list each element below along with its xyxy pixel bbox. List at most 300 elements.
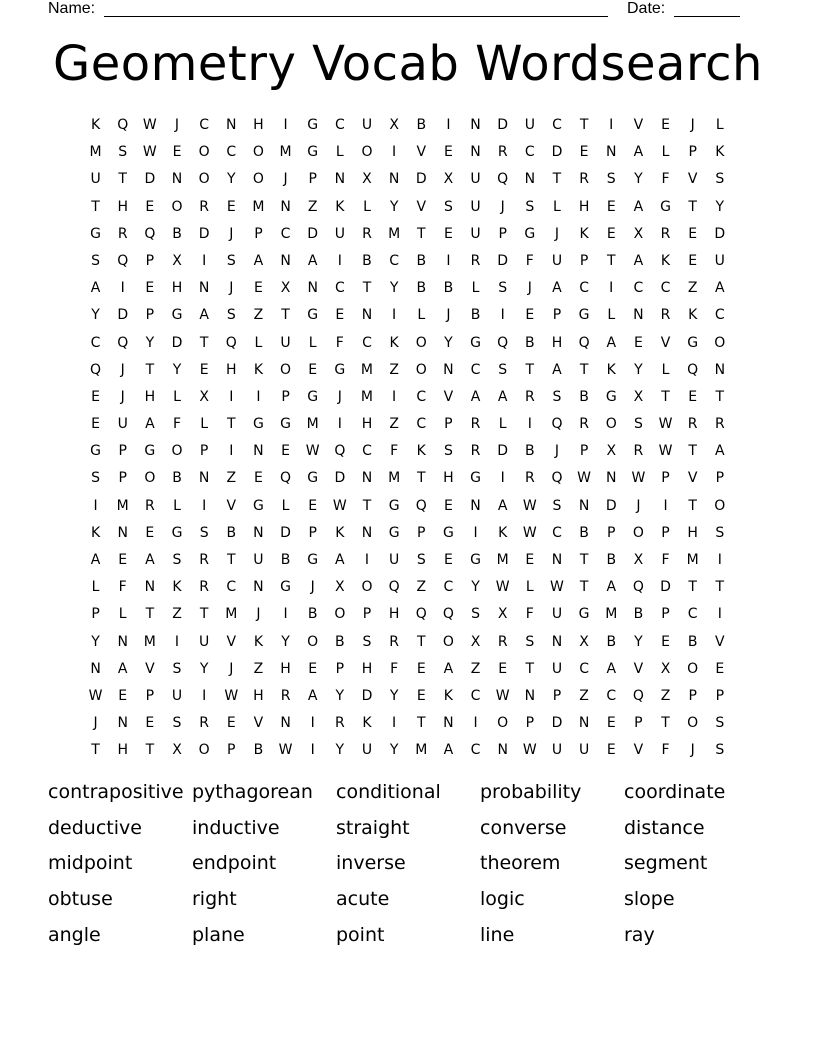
grid-letter[interactable]: A <box>199 307 209 324</box>
grid-letter[interactable]: E <box>443 144 453 161</box>
grid-letter[interactable]: A <box>633 144 644 161</box>
grid-letter[interactable]: S <box>226 252 236 269</box>
grid-letter[interactable]: N <box>280 715 291 732</box>
grid-letter[interactable]: K <box>253 361 263 378</box>
grid-letter[interactable]: V <box>633 742 644 759</box>
grid-letter[interactable]: X <box>579 633 589 650</box>
grid-letter[interactable]: I <box>473 715 478 732</box>
grid-letter[interactable]: G <box>524 225 536 242</box>
grid-letter[interactable]: C <box>552 524 562 541</box>
grid-letter[interactable]: F <box>525 252 534 269</box>
grid-letter[interactable]: I <box>337 416 342 433</box>
grid-letter[interactable]: A <box>253 252 264 269</box>
grid-letter[interactable]: L <box>173 497 181 514</box>
grid-letter[interactable]: P <box>254 225 263 242</box>
grid-letter[interactable]: Q <box>280 470 292 487</box>
grid-letter[interactable]: L <box>254 334 263 351</box>
grid-letter[interactable]: A <box>633 252 644 269</box>
grid-letter[interactable]: Z <box>172 606 182 623</box>
grid-letter[interactable]: J <box>229 660 234 677</box>
grid-letter[interactable]: N <box>253 524 264 541</box>
grid-letter[interactable]: Q <box>388 579 400 596</box>
grid-letter[interactable]: O <box>687 715 699 732</box>
grid-letter[interactable]: W <box>495 579 510 596</box>
grid-letter[interactable]: Q <box>117 117 129 133</box>
grid-letter[interactable]: U <box>551 606 563 623</box>
grid-letter[interactable]: K <box>579 225 589 242</box>
grid-letter[interactable]: E <box>525 307 535 324</box>
grid-letter[interactable]: F <box>525 606 534 623</box>
grid-letter[interactable]: E <box>416 687 426 704</box>
grid-letter[interactable]: D <box>497 252 509 269</box>
grid-letter[interactable]: B <box>525 443 535 460</box>
grid-letter[interactable]: I <box>527 416 532 433</box>
grid-letter[interactable]: X <box>470 633 481 650</box>
grid-letter[interactable]: C <box>579 660 589 677</box>
grid-letter[interactable]: W <box>278 742 293 759</box>
grid-letter[interactable]: E <box>145 524 155 541</box>
grid-letter[interactable]: C <box>470 742 481 759</box>
grid-letter[interactable]: C <box>280 225 291 242</box>
grid-letter[interactable]: A <box>552 361 562 378</box>
grid-letter[interactable]: D <box>714 225 726 242</box>
grid-letter[interactable]: Y <box>389 198 399 215</box>
grid-letter[interactable]: O <box>361 579 373 596</box>
grid-letter[interactable]: X <box>362 171 372 188</box>
grid-letter[interactable]: K <box>389 334 399 351</box>
grid-letter[interactable]: A <box>470 388 481 405</box>
grid-letter[interactable]: B <box>443 280 454 297</box>
grid-letter[interactable]: Q <box>578 334 590 351</box>
grid-letter[interactable]: F <box>118 579 127 596</box>
grid-letter[interactable]: P <box>335 660 345 677</box>
grid-letter[interactable]: X <box>199 388 209 405</box>
grid-letter[interactable]: C <box>660 280 671 297</box>
grid-letter[interactable]: Z <box>416 579 427 596</box>
grid-letter[interactable]: T <box>688 443 697 460</box>
grid-letter[interactable]: Q <box>632 687 644 704</box>
grid-letter[interactable]: N <box>443 715 454 732</box>
grid-letter[interactable]: O <box>497 715 509 732</box>
grid-letter[interactable]: G <box>171 524 183 541</box>
grid-letter[interactable]: T <box>281 307 290 324</box>
grid-letter[interactable]: M <box>686 552 699 568</box>
grid-letter[interactable]: I <box>283 117 288 133</box>
grid-letter[interactable]: C <box>90 334 101 351</box>
grid-letter[interactable]: M <box>388 470 401 487</box>
grid-letter[interactable]: G <box>252 416 264 433</box>
grid-letter[interactable]: N <box>578 497 590 514</box>
grid-letter[interactable]: W <box>224 687 239 704</box>
grid-letter[interactable]: S <box>362 633 372 650</box>
grid-letter[interactable]: W <box>495 687 510 704</box>
grid-letter[interactable]: J <box>690 117 695 133</box>
grid-letter[interactable]: I <box>392 388 397 405</box>
grid-letter[interactable]: U <box>171 687 183 704</box>
grid-letter[interactable]: L <box>281 497 290 514</box>
grid-letter[interactable]: O <box>632 524 644 541</box>
grid-letter[interactable]: O <box>198 742 210 759</box>
grid-letter[interactable]: C <box>714 307 725 324</box>
grid-letter[interactable]: A <box>90 552 101 568</box>
grid-letter[interactable]: X <box>606 443 617 460</box>
grid-letter[interactable]: U <box>253 552 264 568</box>
grid-letter[interactable]: A <box>715 280 725 297</box>
grid-letter[interactable]: B <box>579 388 589 405</box>
grid-letter[interactable]: J <box>690 742 695 759</box>
grid-letter[interactable]: J <box>174 117 180 133</box>
grid-letter[interactable]: E <box>308 497 318 514</box>
grid-letter[interactable]: T <box>416 225 426 242</box>
grid-letter[interactable]: Q <box>225 334 237 351</box>
grid-letter[interactable]: E <box>118 687 128 704</box>
grid-letter[interactable]: O <box>280 361 292 378</box>
grid-letter[interactable]: P <box>661 470 670 487</box>
grid-letter[interactable]: U <box>388 552 400 568</box>
grid-letter[interactable]: J <box>527 280 532 297</box>
grid-letter[interactable]: P <box>525 715 535 732</box>
grid-letter[interactable]: O <box>361 144 373 161</box>
grid-letter[interactable]: N <box>253 443 264 460</box>
grid-letter[interactable]: A <box>117 660 128 677</box>
grid-letter[interactable]: N <box>470 117 481 133</box>
grid-letter[interactable]: S <box>552 388 562 405</box>
grid-letter[interactable]: Q <box>117 334 129 351</box>
grid-letter[interactable]: W <box>631 470 646 487</box>
grid-letter[interactable]: A <box>90 280 101 297</box>
grid-letter[interactable]: O <box>687 660 699 677</box>
grid-letter[interactable]: I <box>609 117 614 133</box>
grid-letter[interactable]: T <box>416 633 426 650</box>
grid-letter[interactable]: G <box>442 524 454 541</box>
grid-letter[interactable]: G <box>578 606 590 623</box>
grid-letter[interactable]: E <box>688 225 698 242</box>
grid-letter[interactable]: K <box>416 443 426 460</box>
grid-letter[interactable]: R <box>144 497 155 514</box>
grid-letter[interactable]: N <box>361 524 373 541</box>
grid-letter[interactable]: V <box>633 117 644 133</box>
grid-letter[interactable]: K <box>172 579 182 596</box>
grid-letter[interactable]: W <box>658 443 673 460</box>
grid-letter[interactable]: B <box>172 225 182 242</box>
grid-letter[interactable]: H <box>171 280 183 297</box>
grid-letter[interactable]: M <box>388 225 401 242</box>
grid-letter[interactable]: P <box>145 307 155 324</box>
date-blank-line[interactable] <box>674 16 740 17</box>
grid-letter[interactable]: T <box>688 497 697 514</box>
grid-letter[interactable]: P <box>308 171 317 188</box>
grid-letter[interactable]: L <box>525 579 534 596</box>
grid-letter[interactable]: G <box>307 307 319 324</box>
grid-letter[interactable]: O <box>252 171 264 188</box>
grid-letter[interactable]: P <box>308 524 317 541</box>
grid-letter[interactable]: U <box>551 660 563 677</box>
grid-letter[interactable]: S <box>172 660 182 677</box>
grid-letter[interactable]: M <box>143 633 156 650</box>
grid-letter[interactable]: H <box>117 742 128 759</box>
grid-letter[interactable]: Z <box>389 361 399 378</box>
grid-letter[interactable]: L <box>661 144 670 161</box>
grid-letter[interactable]: G <box>388 497 400 514</box>
grid-letter[interactable]: T <box>525 660 535 677</box>
grid-letter[interactable]: N <box>606 470 617 487</box>
grid-letter[interactable]: K <box>362 715 372 732</box>
grid-letter[interactable]: E <box>253 280 263 297</box>
grid-letter[interactable]: N <box>280 252 291 269</box>
grid-letter[interactable]: Y <box>389 742 399 759</box>
grid-letter[interactable]: S <box>606 171 616 188</box>
grid-letter[interactable]: P <box>688 144 697 161</box>
grid-letter[interactable]: G <box>470 552 481 568</box>
grid-letter[interactable]: C <box>226 579 237 596</box>
grid-letter[interactable]: J <box>256 606 261 623</box>
grid-letter[interactable]: T <box>525 361 535 378</box>
grid-letter[interactable]: I <box>202 687 207 704</box>
grid-letter[interactable]: N <box>388 171 400 188</box>
grid-letter[interactable]: O <box>252 144 264 161</box>
grid-letter[interactable]: O <box>605 416 617 433</box>
grid-letter[interactable]: T <box>91 742 100 759</box>
grid-letter[interactable]: I <box>202 497 207 514</box>
grid-letter[interactable]: I <box>310 715 315 732</box>
grid-letter[interactable]: U <box>470 171 481 188</box>
grid-letter[interactable]: J <box>310 579 315 596</box>
grid-letter[interactable]: D <box>415 171 427 188</box>
grid-letter[interactable]: B <box>362 252 372 269</box>
grid-letter[interactable]: X <box>335 579 345 596</box>
grid-letter[interactable]: I <box>446 252 451 269</box>
grid-letter[interactable]: P <box>634 715 643 732</box>
grid-letter[interactable]: U <box>578 742 590 759</box>
grid-letter[interactable]: M <box>252 198 265 215</box>
grid-letter[interactable]: X <box>633 225 644 242</box>
grid-letter[interactable]: I <box>337 252 342 269</box>
grid-letter[interactable]: M <box>225 606 238 623</box>
grid-letter[interactable]: E <box>661 117 670 133</box>
grid-letter[interactable]: C <box>362 443 372 460</box>
grid-letter[interactable]: W <box>522 524 537 541</box>
grid-letter[interactable]: N <box>606 144 617 161</box>
grid-letter[interactable]: H <box>280 660 291 677</box>
grid-letter[interactable]: B <box>606 552 617 568</box>
grid-letter[interactable]: R <box>362 225 372 242</box>
grid-letter[interactable]: G <box>307 470 319 487</box>
grid-letter[interactable]: O <box>442 633 454 650</box>
grid-letter[interactable]: A <box>606 579 617 596</box>
grid-letter[interactable]: R <box>470 416 481 433</box>
grid-letter[interactable]: W <box>522 497 537 514</box>
grid-letter[interactable]: U <box>280 334 291 351</box>
grid-letter[interactable]: L <box>335 144 344 161</box>
grid-letter[interactable]: P <box>661 524 670 541</box>
grid-letter[interactable]: U <box>551 252 563 269</box>
grid-letter[interactable]: S <box>443 443 453 460</box>
grid-letter[interactable]: F <box>335 334 344 351</box>
grid-letter[interactable]: E <box>443 225 453 242</box>
grid-letter[interactable]: B <box>280 552 291 568</box>
grid-letter[interactable]: R <box>579 171 589 188</box>
grid-letter[interactable]: G <box>660 198 671 215</box>
grid-letter[interactable]: P <box>552 687 562 704</box>
grid-letter[interactable]: L <box>308 334 317 351</box>
grid-letter[interactable]: T <box>579 117 589 133</box>
grid-letter[interactable]: T <box>579 579 589 596</box>
grid-letter[interactable]: E <box>606 742 616 759</box>
grid-letter[interactable]: Z <box>389 416 399 433</box>
grid-letter[interactable]: H <box>578 198 590 215</box>
grid-letter[interactable]: J <box>500 198 505 215</box>
grid-letter[interactable]: P <box>118 470 127 487</box>
grid-letter[interactable]: L <box>118 606 127 623</box>
grid-letter[interactable]: L <box>498 416 507 433</box>
grid-letter[interactable]: E <box>308 361 318 378</box>
grid-letter[interactable]: V <box>226 633 237 650</box>
grid-letter[interactable]: S <box>226 307 236 324</box>
grid-letter[interactable]: H <box>117 198 128 215</box>
grid-letter[interactable]: E <box>335 307 345 324</box>
grid-letter[interactable]: Q <box>551 416 563 433</box>
grid-letter[interactable]: R <box>389 633 399 650</box>
grid-letter[interactable]: C <box>633 280 644 297</box>
grid-letter[interactable]: Y <box>634 633 643 650</box>
grid-letter[interactable]: F <box>661 742 670 759</box>
grid-letter[interactable]: Y <box>389 280 399 297</box>
grid-letter[interactable]: N <box>198 470 210 487</box>
grid-letter[interactable]: O <box>714 334 726 351</box>
grid-letter[interactable]: S <box>552 497 562 514</box>
grid-letter[interactable]: M <box>116 497 129 514</box>
grid-letter[interactable]: E <box>226 715 236 732</box>
grid-letter[interactable]: K <box>335 198 345 215</box>
grid-letter[interactable]: J <box>229 225 234 242</box>
grid-letter[interactable]: G <box>252 497 264 514</box>
grid-letter[interactable]: E <box>226 198 236 215</box>
grid-letter[interactable]: E <box>281 443 290 460</box>
grid-letter[interactable]: I <box>717 552 722 568</box>
grid-letter[interactable]: P <box>579 443 589 460</box>
grid-letter[interactable]: D <box>117 307 129 324</box>
grid-letter[interactable]: T <box>118 171 127 188</box>
grid-letter[interactable]: J <box>337 388 342 405</box>
grid-letter[interactable]: S <box>498 280 508 297</box>
grid-letter[interactable]: Z <box>579 687 589 704</box>
grid-letter[interactable]: B <box>416 280 427 297</box>
grid-letter[interactable]: H <box>687 524 698 541</box>
grid-letter[interactable]: A <box>552 280 562 297</box>
grid-letter[interactable]: I <box>500 470 505 487</box>
grid-letter[interactable]: Q <box>144 225 156 242</box>
grid-letter[interactable]: B <box>416 252 427 269</box>
grid-letter[interactable]: E <box>715 660 725 677</box>
grid-letter[interactable]: N <box>633 307 644 324</box>
grid-letter[interactable]: I <box>663 497 668 514</box>
grid-letter[interactable]: R <box>470 252 481 269</box>
grid-letter[interactable]: N <box>578 715 590 732</box>
grid-letter[interactable]: E <box>525 552 535 568</box>
grid-letter[interactable]: N <box>226 117 237 133</box>
grid-letter[interactable]: T <box>688 579 697 596</box>
grid-letter[interactable]: W <box>142 117 157 133</box>
grid-letter[interactable]: D <box>605 497 617 514</box>
grid-letter[interactable]: N <box>361 470 373 487</box>
grid-letter[interactable]: L <box>607 307 616 324</box>
grid-letter[interactable]: B <box>253 742 264 759</box>
grid-letter[interactable]: I <box>229 443 234 460</box>
grid-letter[interactable]: C <box>443 579 454 596</box>
grid-letter[interactable]: H <box>388 606 400 623</box>
grid-letter[interactable]: J <box>554 443 560 460</box>
grid-letter[interactable]: T <box>199 334 209 351</box>
grid-letter[interactable]: X <box>633 388 644 405</box>
grid-letter[interactable]: E <box>145 715 155 732</box>
grid-letter[interactable]: P <box>579 252 589 269</box>
grid-letter[interactable]: T <box>226 552 236 568</box>
grid-letter[interactable]: T <box>579 552 589 568</box>
grid-letter[interactable]: X <box>172 742 182 759</box>
grid-letter[interactable]: G <box>307 144 319 161</box>
grid-letter[interactable]: I <box>609 280 614 297</box>
grid-letter[interactable]: Q <box>442 606 454 623</box>
grid-letter[interactable]: P <box>661 606 670 623</box>
grid-letter[interactable]: R <box>524 388 535 405</box>
grid-letter[interactable]: W <box>305 443 320 460</box>
grid-letter[interactable]: P <box>715 687 725 704</box>
grid-letter[interactable]: N <box>307 280 318 297</box>
grid-letter[interactable]: C <box>389 252 399 269</box>
grid-letter[interactable]: A <box>145 552 155 568</box>
grid-letter[interactable]: T <box>416 715 426 732</box>
grid-letter[interactable]: Z <box>253 307 264 324</box>
grid-letter[interactable]: M <box>279 144 292 161</box>
grid-letter[interactable]: M <box>496 552 509 568</box>
grid-letter[interactable]: X <box>660 660 671 677</box>
grid-letter[interactable]: T <box>579 361 589 378</box>
grid-letter[interactable]: I <box>202 252 207 269</box>
grid-letter[interactable]: C <box>334 280 345 297</box>
grid-letter[interactable]: J <box>283 171 288 188</box>
grid-letter[interactable]: Y <box>335 687 345 704</box>
grid-letter[interactable]: L <box>553 198 561 215</box>
grid-letter[interactable]: S <box>715 524 725 541</box>
grid-letter[interactable]: J <box>446 307 451 324</box>
grid-letter[interactable]: D <box>551 715 563 732</box>
grid-letter[interactable]: F <box>172 416 182 433</box>
grid-letter[interactable]: I <box>446 117 451 133</box>
grid-letter[interactable]: V <box>687 171 698 188</box>
grid-letter[interactable]: S <box>498 361 508 378</box>
grid-letter[interactable]: I <box>392 715 397 732</box>
grid-letter[interactable]: E <box>606 225 616 242</box>
grid-letter[interactable]: Y <box>199 660 209 677</box>
grid-letter[interactable]: J <box>554 225 560 242</box>
grid-letter[interactable]: S <box>715 171 725 188</box>
grid-letter[interactable]: E <box>498 660 508 677</box>
grid-letter[interactable]: L <box>471 280 480 297</box>
grid-letter[interactable]: S <box>471 606 480 623</box>
grid-letter[interactable]: K <box>90 524 101 541</box>
grid-letter[interactable]: N <box>117 715 128 732</box>
grid-letter[interactable]: P <box>199 443 209 460</box>
grid-letter[interactable]: Q <box>117 252 129 269</box>
grid-letter[interactable]: R <box>117 225 128 242</box>
grid-letter[interactable]: U <box>117 416 128 433</box>
grid-letter[interactable]: T <box>661 715 670 732</box>
grid-letter[interactable]: I <box>120 280 125 297</box>
grid-letter[interactable]: I <box>174 633 180 650</box>
grid-letter[interactable]: X <box>172 252 182 269</box>
grid-letter[interactable]: U <box>470 225 481 242</box>
grid-letter[interactable]: B <box>633 606 644 623</box>
